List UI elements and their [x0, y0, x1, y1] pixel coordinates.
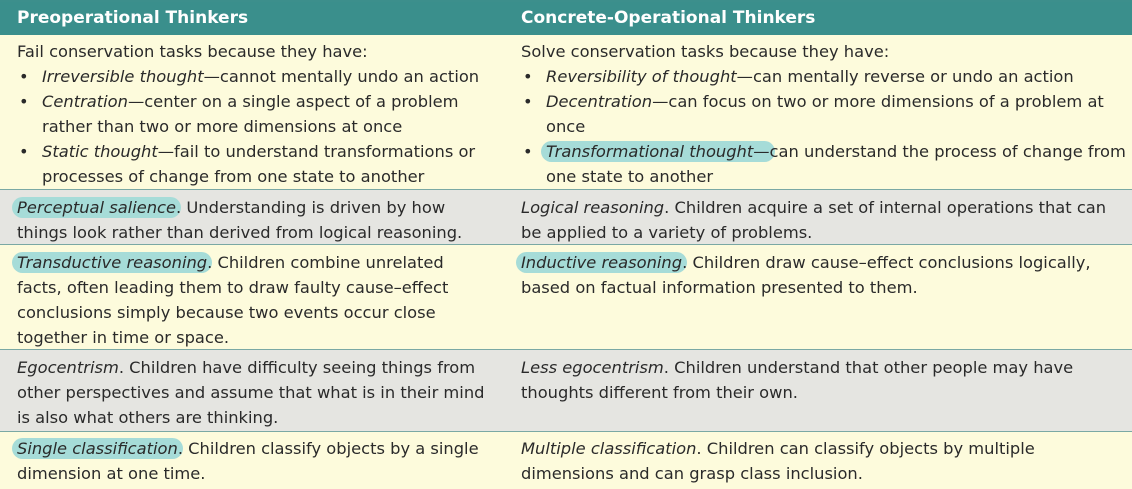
header-concrete-operational: Concrete-Operational Thinkers [521, 8, 816, 28]
table-row-classification [0, 432, 1132, 489]
concrete-conservation-list [521, 64, 1127, 189]
definition: . Children acquire a set of internal operations that can be applied to a variety of problems. [521, 198, 1107, 242]
term: Reversibility of thought [546, 67, 737, 86]
term: Egocentrism [17, 358, 119, 377]
highlighted-term: Perceptual salience [12, 197, 181, 218]
definition: . Children can classify objects by multiple dimensions and can grasp class inclusion. [521, 439, 1035, 483]
highlighted-term: Inductive reasoning [516, 252, 687, 273]
definition: . Children combine unrelated facts, often leading them to draw faulty cause–effect conclusions simply because two events occur close together in time or space. [17, 253, 449, 347]
concrete-conservation-intro: Solve conservation tasks because they have: [521, 42, 890, 61]
term: Centration [42, 92, 128, 111]
preop-salience-cell [17, 195, 492, 245]
term: Logical reasoning [521, 198, 665, 217]
preop-conservation-intro: Fail conservation tasks because they have: [17, 42, 368, 61]
preop-conservation-cell [17, 39, 492, 189]
table-row-egocentrism [0, 350, 1132, 432]
highlighted-term: Single classification [12, 438, 183, 459]
list-item [521, 139, 1127, 189]
preop-classification-cell [17, 436, 492, 486]
definition: —fail to understand transformations or processes of change from one state to another [42, 142, 476, 186]
definition: can understand the process of change from one state to another [546, 142, 1126, 186]
concrete-logical-cell [521, 195, 1127, 245]
concrete-egocentrism-cell [521, 355, 1127, 405]
highlighted-term: Transformational thought— [541, 141, 775, 162]
header-preoperational: Preoperational Thinkers [17, 8, 249, 28]
list-item [17, 64, 492, 89]
definition: . Understanding is driven by how things look rather than derived from logical reasoning. [17, 198, 463, 242]
definition: . Children draw cause–effect conclusions logically, based on factual information presented to them. [521, 253, 1091, 297]
definition: . Children classify objects by a single dimension at one time. [17, 439, 479, 483]
table-row-inference [0, 245, 1132, 350]
definition: . Children have difficulty seeing things from other perspectives and assume that what is in their mind is also what others are thinking. [17, 358, 485, 427]
table-row-reasoning [0, 190, 1132, 245]
definition: —can mentally reverse or undo an action [736, 67, 1074, 86]
list-item [521, 64, 1127, 89]
table-row-conservation [0, 35, 1132, 190]
definition: —cannot mentally undo an action [203, 67, 480, 86]
term: Multiple classification [521, 439, 697, 458]
list-item [17, 139, 492, 189]
preop-transductive-cell [17, 250, 492, 350]
concrete-classification-cell [521, 436, 1127, 486]
term: Decentration [546, 92, 653, 111]
table-header-row [0, 2, 1132, 35]
preop-egocentrism-cell [17, 355, 492, 430]
preop-conservation-list [17, 64, 492, 189]
term: Irreversible thought [42, 67, 204, 86]
list-item [17, 89, 492, 139]
definition: . Children understand that other people may have thoughts different from their own. [521, 358, 1074, 402]
definition: —can focus on two or more dimensions of a problem at once [546, 92, 1104, 136]
list-item [521, 89, 1127, 139]
highlighted-term: Transductive reasoning [12, 252, 212, 273]
definition: —center on a single aspect of a problem rather than two or more dimensions at once [42, 92, 459, 136]
concrete-conservation-cell [521, 39, 1127, 189]
concrete-inductive-cell [521, 250, 1127, 300]
term: Less egocentrism [521, 358, 664, 377]
term: Static thought [42, 142, 158, 161]
